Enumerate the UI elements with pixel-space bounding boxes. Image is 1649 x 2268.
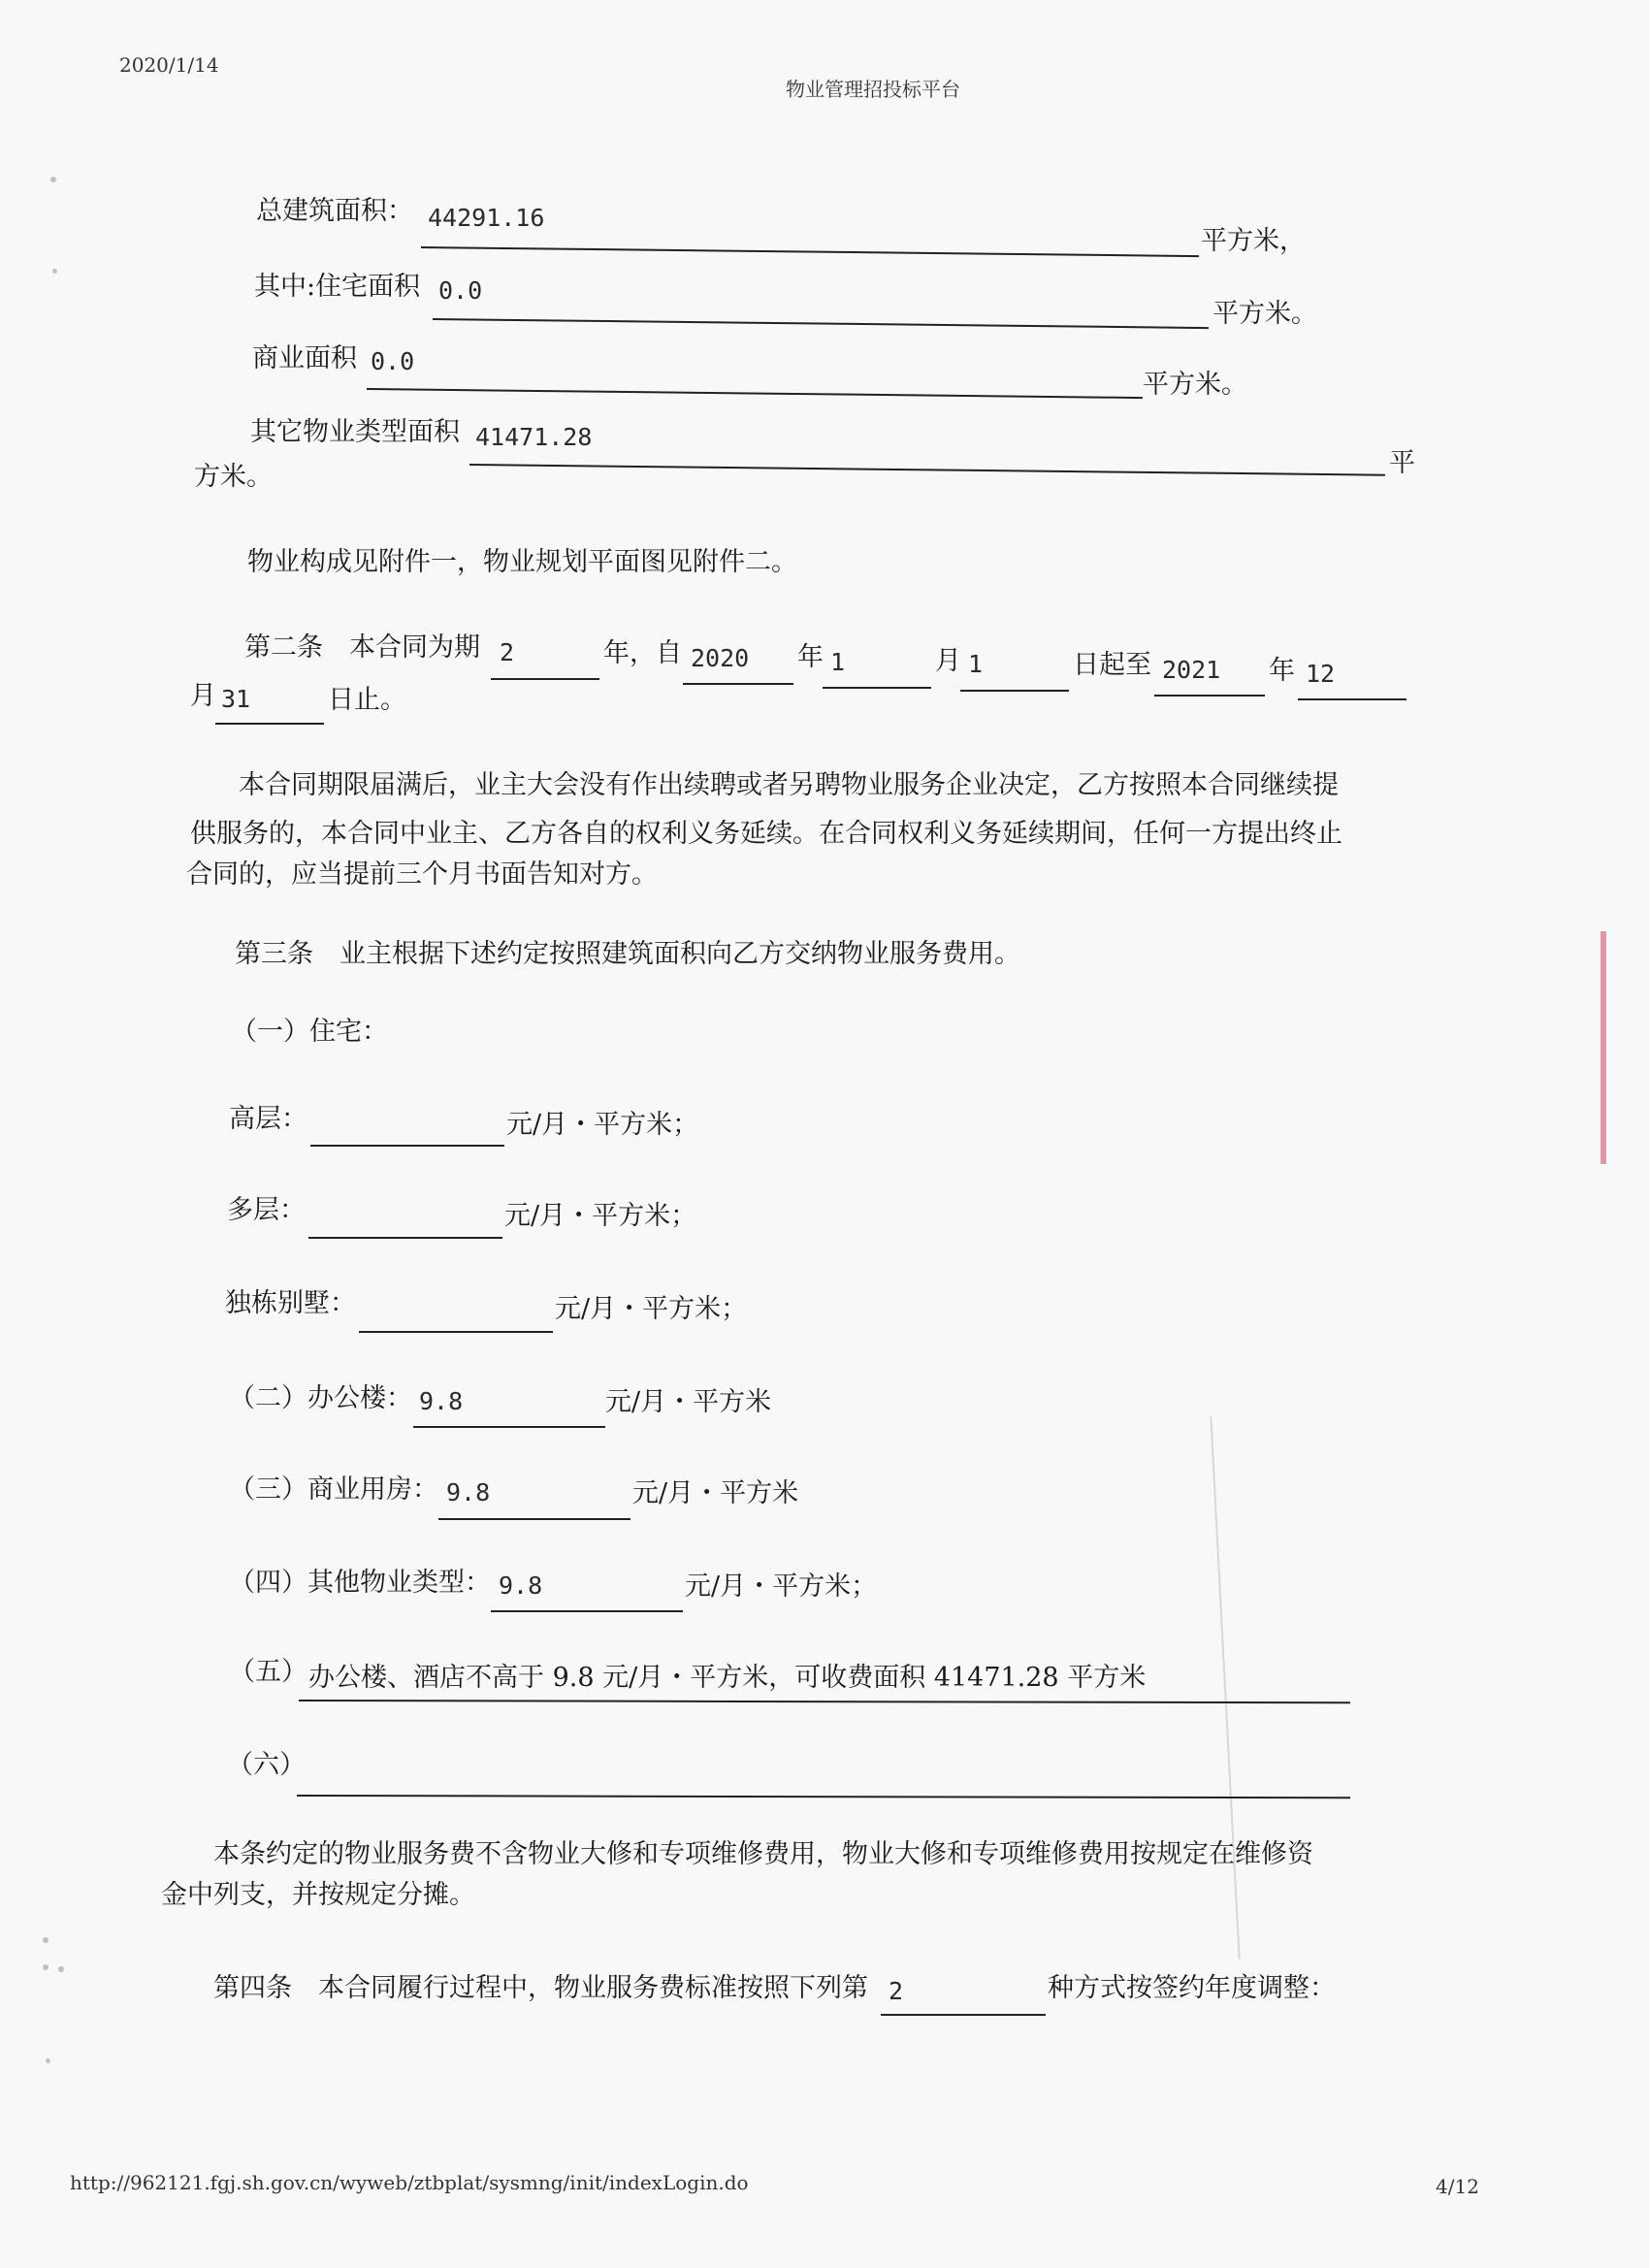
other-type-label: （四）其他物业类型： bbox=[229, 1568, 491, 1598]
scan-speck bbox=[52, 269, 57, 274]
commercial-area-label: 商业面积 bbox=[252, 343, 357, 373]
other-area-value: 41471.28 bbox=[475, 423, 593, 451]
other-area-unit-a: 平 bbox=[1389, 448, 1415, 478]
scan-speck bbox=[58, 1966, 64, 1972]
article4-tail: 种方式按签约年度调整： bbox=[1048, 1973, 1336, 2003]
total-area-label: 总建筑面积： bbox=[256, 196, 413, 226]
scan-speck bbox=[43, 1937, 48, 1943]
start-year-value: 2020 bbox=[691, 644, 750, 672]
start-day-value: 1 bbox=[968, 650, 984, 678]
commercial-area-value: 0.0 bbox=[371, 347, 415, 375]
high-rise-label: 高层： bbox=[229, 1104, 307, 1134]
residential-area-unit: 平方米。 bbox=[1212, 299, 1317, 329]
high-rise-fee-underline bbox=[310, 1145, 504, 1147]
end-year-value: 2021 bbox=[1162, 656, 1221, 684]
maintenance-note-line2: 金中列支，并按规定分摊。 bbox=[161, 1880, 475, 1910]
adjustment-method-value: 2 bbox=[889, 1977, 904, 2005]
commercial-fee-underline bbox=[438, 1518, 630, 1520]
renewal-paragraph-line2: 供服务的，本合同中业主、乙方各自的权利义务延续。在合同权利义务延续期间，任何一方提出终止 bbox=[190, 819, 1342, 849]
multi-storey-label: 多层： bbox=[227, 1195, 306, 1225]
villa-label: 独栋别墅： bbox=[225, 1288, 356, 1318]
footer-url: http://962121.fgj.sh.gov.cn/wyweb/ztbplat/sysmng/init/indexLogin.do bbox=[70, 2171, 749, 2194]
total-area-unit: 平方米， bbox=[1201, 226, 1306, 256]
from-to-text: 日起至 bbox=[1073, 650, 1151, 680]
renewal-paragraph-line1: 本合同期限届满后，业主大会没有作出续聘或者另聘物业服务企业决定，乙方按照本合同继续提 bbox=[239, 770, 1339, 800]
commercial-area-unit: 平方米。 bbox=[1143, 370, 1247, 400]
other-type-fee-value: 9.8 bbox=[499, 1571, 543, 1600]
start-year-text: 年 bbox=[797, 642, 824, 672]
maintenance-note-line1: 本条约定的物业服务费不含物业大修和专项维修费用，物业大修和专项维修费用按规定在维修资 bbox=[213, 1839, 1313, 1869]
total-area-value: 44291.16 bbox=[428, 204, 545, 232]
item6-label: （六） bbox=[227, 1750, 306, 1780]
residential-area-value: 0.0 bbox=[438, 276, 483, 305]
multi-storey-fee-underline bbox=[308, 1237, 502, 1239]
residential-heading: （一）住宅： bbox=[231, 1017, 388, 1047]
office-fee-underline bbox=[413, 1426, 605, 1428]
commercial-fee-value: 9.8 bbox=[446, 1478, 491, 1507]
end-day-value: 31 bbox=[221, 685, 251, 713]
other-area-underline bbox=[469, 464, 1385, 476]
item6-underline bbox=[297, 1795, 1350, 1798]
item5-underline bbox=[299, 1700, 1350, 1703]
item5-label: （五） bbox=[229, 1657, 307, 1687]
footer-page-number: 4/12 bbox=[1436, 2175, 1479, 2198]
end-month-underline bbox=[1298, 698, 1406, 700]
office-label: （二）办公楼： bbox=[229, 1383, 412, 1413]
edge-stamp-mark bbox=[1600, 931, 1606, 1164]
office-unit: 元/月・平方米 bbox=[605, 1387, 772, 1417]
end-day-underline bbox=[215, 723, 324, 725]
commercial-unit: 元/月・平方米 bbox=[632, 1478, 799, 1508]
end-month-value: 12 bbox=[1306, 660, 1336, 688]
high-rise-unit: 元/月・平方米； bbox=[506, 1110, 699, 1140]
end-day-text: 日止。 bbox=[328, 685, 406, 715]
start-month-underline bbox=[823, 687, 931, 689]
scan-speck bbox=[46, 2058, 50, 2063]
residential-area-underline bbox=[433, 318, 1209, 329]
multi-storey-unit: 元/月・平方米； bbox=[504, 1201, 697, 1231]
start-month-value: 1 bbox=[830, 648, 846, 676]
start-year-underline bbox=[683, 683, 793, 685]
villa-unit: 元/月・平方米； bbox=[555, 1294, 748, 1324]
scan-speck bbox=[50, 177, 56, 182]
other-area-unit-b: 方米。 bbox=[194, 462, 273, 492]
paper-fold-line bbox=[1210, 1416, 1240, 1959]
other-type-fee-underline bbox=[491, 1610, 683, 1612]
other-area-label: 其它物业类型面积 bbox=[250, 417, 460, 447]
end-year-text: 年 bbox=[1269, 656, 1295, 686]
site-title: 物业管理招投标平台 bbox=[786, 78, 960, 101]
article2-label: 第二条 本合同为期 bbox=[244, 632, 480, 663]
adjustment-method-underline bbox=[881, 2014, 1046, 2016]
end-year-underline bbox=[1154, 695, 1265, 697]
end-month-text: 月 bbox=[190, 681, 216, 711]
term-years-underline bbox=[491, 678, 599, 680]
print-date: 2020/1/14 bbox=[119, 53, 219, 77]
article4-label: 第四条 本合同履行过程中，物业服务费标准按照下列第 bbox=[213, 1973, 868, 2003]
term-years-value: 2 bbox=[500, 638, 515, 666]
article3-label: 第三条 业主根据下述约定按照建筑面积向乙方交纳物业服务费用。 bbox=[235, 939, 1020, 969]
item5-text: 办公楼、酒店不高于 9.8 元/月・平方米，可收费面积 41471.28 平方米 bbox=[308, 1663, 1147, 1693]
total-area-underline bbox=[421, 246, 1199, 257]
other-type-unit: 元/月・平方米； bbox=[685, 1571, 878, 1602]
start-day-underline bbox=[960, 690, 1069, 692]
start-month-text: 月 bbox=[935, 646, 961, 676]
scan-speck bbox=[43, 1964, 48, 1970]
villa-fee-underline bbox=[359, 1331, 553, 1333]
term-year-from-text: 年，自 bbox=[603, 638, 682, 668]
commercial-label: （三）商业用房： bbox=[229, 1474, 438, 1505]
composition-note: 物业构成见附件一，物业规划平面图见附件二。 bbox=[247, 547, 797, 577]
office-fee-value: 9.8 bbox=[419, 1387, 464, 1415]
residential-area-label: 其中:住宅面积 bbox=[254, 272, 421, 302]
commercial-area-underline bbox=[367, 388, 1143, 399]
renewal-paragraph-line3: 合同的，应当提前三个月书面告知对方。 bbox=[186, 859, 658, 890]
